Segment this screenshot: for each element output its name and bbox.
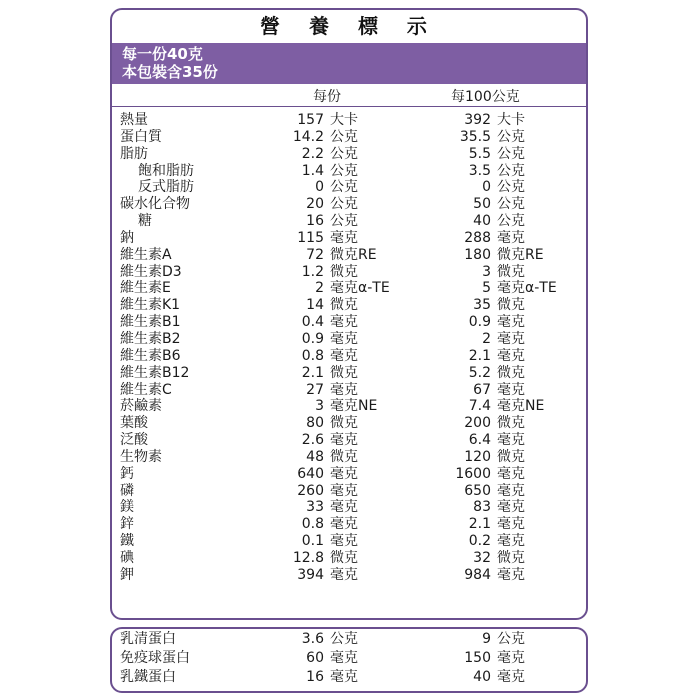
table-row bbox=[112, 631, 586, 650]
serving-size: 每一份40克 bbox=[122, 45, 203, 63]
per-100g-value: 150 bbox=[464, 650, 491, 666]
per-100g-value: 2 bbox=[482, 330, 491, 347]
per-serving-value: 115 bbox=[297, 229, 324, 246]
per-100g-unit: 毫克 bbox=[497, 482, 525, 499]
per-100g-unit: 毫克 bbox=[497, 347, 525, 364]
per-serving-value: 80 bbox=[306, 415, 324, 432]
per-100g-value: 180 bbox=[464, 246, 491, 263]
per-100g-unit: 公克 bbox=[497, 631, 525, 647]
per-serving-value: 394 bbox=[297, 566, 324, 583]
nutrient-name: 鐵 bbox=[120, 533, 134, 550]
per-serving-value: 12.8 bbox=[292, 549, 324, 566]
per-serving-value: 2.6 bbox=[301, 432, 324, 449]
nutrient-name: 維生素B12 bbox=[120, 364, 190, 381]
per-100g-unit: 毫克 bbox=[497, 566, 525, 583]
per-serving-unit: 毫克 bbox=[330, 330, 358, 347]
per-100g-value: 3.5 bbox=[468, 162, 491, 179]
per-100g-unit: 毫克 bbox=[497, 669, 525, 685]
per-serving-value: 14 bbox=[306, 297, 324, 314]
per-100g-value: 288 bbox=[464, 229, 491, 246]
col-per-100g: 每100公克 bbox=[451, 89, 520, 105]
table-row bbox=[112, 398, 586, 415]
per-serving-unit: 毫克 bbox=[330, 650, 358, 666]
per-serving-value: 16 bbox=[306, 213, 324, 230]
per-100g-unit: 毫克NE bbox=[497, 398, 545, 415]
per-serving-value: 1.2 bbox=[301, 263, 324, 280]
per-100g-unit: 微克 bbox=[497, 549, 525, 566]
per-100g-value: 6.4 bbox=[468, 432, 491, 449]
per-serving-value: 0.9 bbox=[301, 330, 324, 347]
per-100g-value: 35 bbox=[473, 297, 491, 314]
per-100g-unit: 毫克 bbox=[497, 533, 525, 550]
per-serving-value: 260 bbox=[297, 482, 324, 499]
nutrient-name: 飽和脂肪 bbox=[138, 162, 194, 179]
table-row bbox=[112, 179, 586, 196]
per-serving-value: 0.8 bbox=[301, 516, 324, 533]
nutrient-name: 磷 bbox=[120, 482, 134, 499]
nutrient-name: 碘 bbox=[120, 549, 134, 566]
nutrient-name: 鈉 bbox=[120, 229, 134, 246]
nutrient-name: 鋅 bbox=[120, 516, 134, 533]
per-100g-unit: 微克 bbox=[497, 297, 525, 314]
servings-per-pack: 本包裝含35份 bbox=[122, 63, 218, 81]
per-serving-value: 72 bbox=[306, 246, 324, 263]
per-100g-value: 5 bbox=[482, 280, 491, 297]
nutrient-name: 維生素C bbox=[120, 381, 172, 398]
per-serving-unit: 微克RE bbox=[330, 246, 377, 263]
extra-ingredient-list bbox=[112, 629, 586, 688]
per-serving-unit: 微克 bbox=[330, 364, 358, 381]
per-100g-unit: 毫克 bbox=[497, 432, 525, 449]
table-row bbox=[112, 533, 586, 550]
per-100g-value: 3 bbox=[482, 263, 491, 280]
per-serving-unit: 微克 bbox=[330, 263, 358, 280]
per-100g-unit: 公克 bbox=[497, 179, 525, 196]
per-serving-unit: 毫克 bbox=[330, 669, 358, 685]
table-row bbox=[112, 230, 586, 247]
nutrient-name: 泛酸 bbox=[120, 432, 148, 449]
per-serving-unit: 毫克 bbox=[330, 482, 358, 499]
table-row bbox=[112, 213, 586, 230]
per-100g-value: 50 bbox=[473, 196, 491, 213]
col-per-serving: 每份 bbox=[313, 89, 341, 105]
table-row bbox=[112, 112, 586, 129]
per-100g-unit: 公克 bbox=[497, 145, 525, 162]
nutrient-name: 蛋白質 bbox=[120, 128, 162, 145]
per-serving-unit: 毫克 bbox=[330, 347, 358, 364]
per-serving-unit: 毫克 bbox=[330, 432, 358, 449]
per-serving-unit: 毫克 bbox=[330, 465, 358, 482]
table-row bbox=[112, 365, 586, 382]
per-serving-unit: 毫克 bbox=[330, 516, 358, 533]
per-100g-unit: 大卡 bbox=[497, 112, 525, 128]
per-100g-unit: 毫克 bbox=[497, 330, 525, 347]
table-row bbox=[112, 163, 586, 180]
table-row bbox=[112, 415, 586, 432]
nutrient-name: 鎂 bbox=[120, 499, 134, 516]
table-row bbox=[112, 348, 586, 365]
per-serving-unit: 毫克 bbox=[330, 229, 358, 246]
per-100g-value: 7.4 bbox=[468, 398, 491, 415]
per-serving-value: 157 bbox=[297, 112, 324, 128]
per-serving-value: 60 bbox=[306, 650, 324, 666]
nutrient-name: 維生素K1 bbox=[120, 297, 181, 314]
nutrient-name: 乳清蛋白 bbox=[120, 631, 176, 647]
per-serving-unit: 毫克NE bbox=[330, 398, 378, 415]
per-100g-unit: 毫克 bbox=[497, 381, 525, 398]
nutrient-name: 反式脂肪 bbox=[138, 179, 194, 196]
per-serving-value: 33 bbox=[306, 499, 324, 516]
per-serving-value: 27 bbox=[306, 381, 324, 398]
per-100g-unit: 毫克 bbox=[497, 314, 525, 331]
table-row bbox=[112, 669, 586, 688]
nutrient-name: 糖 bbox=[138, 213, 152, 230]
per-serving-value: 0.1 bbox=[301, 533, 324, 550]
per-100g-unit: 毫克 bbox=[497, 499, 525, 516]
table-row bbox=[112, 650, 586, 669]
nutrient-name: 葉酸 bbox=[120, 415, 148, 432]
per-100g-value: 2.1 bbox=[468, 347, 491, 364]
table-row bbox=[112, 382, 586, 399]
table-row bbox=[112, 247, 586, 264]
table-row bbox=[112, 449, 586, 466]
per-100g-value: 1600 bbox=[455, 465, 491, 482]
nutrient-name: 碳水化合物 bbox=[120, 196, 190, 213]
table-row bbox=[112, 483, 586, 500]
nutrition-facts-panel bbox=[110, 8, 588, 620]
per-100g-value: 2.1 bbox=[468, 516, 491, 533]
per-serving-unit: 毫克 bbox=[330, 566, 358, 583]
per-serving-value: 14.2 bbox=[292, 128, 324, 145]
per-100g-value: 40 bbox=[473, 669, 491, 685]
per-serving-unit: 公克 bbox=[330, 179, 358, 196]
table-row bbox=[112, 499, 586, 516]
nutrient-name: 維生素A bbox=[120, 246, 172, 263]
nutrient-name: 脂肪 bbox=[120, 145, 148, 162]
per-serving-value: 3 bbox=[315, 398, 324, 415]
per-100g-value: 0.2 bbox=[468, 533, 491, 550]
per-100g-value: 984 bbox=[464, 566, 491, 583]
per-100g-value: 40 bbox=[473, 213, 491, 230]
per-serving-value: 0.4 bbox=[301, 314, 324, 331]
nutrient-name: 熱量 bbox=[120, 112, 148, 128]
per-100g-unit: 公克 bbox=[497, 128, 525, 145]
per-serving-unit: 公克 bbox=[330, 631, 358, 647]
per-100g-value: 32 bbox=[473, 549, 491, 566]
per-100g-unit: 毫克 bbox=[497, 229, 525, 246]
per-100g-unit: 毫克 bbox=[497, 516, 525, 533]
nutrient-name: 維生素E bbox=[120, 280, 171, 297]
nutrient-list bbox=[112, 107, 586, 584]
per-100g-unit: 公克 bbox=[497, 213, 525, 230]
serving-info-band bbox=[112, 43, 586, 84]
per-100g-value: 35.5 bbox=[459, 128, 491, 145]
table-row bbox=[112, 129, 586, 146]
per-100g-value: 0 bbox=[482, 179, 491, 196]
per-100g-unit: 微克 bbox=[497, 415, 525, 432]
nutrient-name: 維生素B6 bbox=[120, 347, 181, 364]
per-serving-unit: 毫克 bbox=[330, 381, 358, 398]
per-100g-value: 67 bbox=[473, 381, 491, 398]
nutrient-name: 維生素B2 bbox=[120, 330, 181, 347]
per-serving-unit: 公克 bbox=[330, 162, 358, 179]
per-100g-value: 120 bbox=[464, 448, 491, 465]
per-100g-value: 5.5 bbox=[468, 145, 491, 162]
per-100g-unit: 微克RE bbox=[497, 246, 544, 263]
nutrient-name: 維生素D3 bbox=[120, 263, 182, 280]
per-serving-unit: 公克 bbox=[330, 145, 358, 162]
nutrient-name: 乳鐵蛋白 bbox=[120, 669, 176, 685]
per-100g-unit: 微克 bbox=[497, 448, 525, 465]
per-100g-unit: 毫克 bbox=[497, 465, 525, 482]
nutrient-name: 生物素 bbox=[120, 448, 162, 465]
per-serving-unit: 微克 bbox=[330, 415, 358, 432]
table-row bbox=[112, 314, 586, 331]
per-100g-value: 650 bbox=[464, 482, 491, 499]
nutrient-name: 免疫球蛋白 bbox=[120, 650, 190, 666]
per-serving-value: 2.2 bbox=[301, 145, 324, 162]
table-row bbox=[112, 550, 586, 567]
per-serving-value: 0.8 bbox=[301, 347, 324, 364]
per-serving-value: 0 bbox=[315, 179, 324, 196]
table-row bbox=[112, 196, 586, 213]
per-serving-value: 16 bbox=[306, 669, 324, 685]
per-serving-unit: 毫克 bbox=[330, 314, 358, 331]
extra-ingredients-panel bbox=[110, 627, 588, 693]
table-row bbox=[112, 280, 586, 297]
per-100g-unit: 微克 bbox=[497, 364, 525, 381]
per-100g-value: 392 bbox=[464, 112, 491, 128]
table-row bbox=[112, 516, 586, 533]
per-100g-unit: 公克 bbox=[497, 162, 525, 179]
panel-title: 營 養 標 示 bbox=[260, 14, 438, 38]
table-row bbox=[112, 331, 586, 348]
per-serving-value: 640 bbox=[297, 465, 324, 482]
per-serving-unit: 毫克α-TE bbox=[330, 280, 390, 297]
per-serving-unit: 公克 bbox=[330, 196, 358, 213]
per-100g-value: 0.9 bbox=[468, 314, 491, 331]
table-row bbox=[112, 567, 586, 584]
per-serving-unit: 公克 bbox=[330, 128, 358, 145]
per-100g-value: 5.2 bbox=[468, 364, 491, 381]
per-serving-unit: 微克 bbox=[330, 297, 358, 314]
per-100g-unit: 微克 bbox=[497, 263, 525, 280]
per-serving-unit: 毫克 bbox=[330, 533, 358, 550]
per-100g-value: 200 bbox=[464, 415, 491, 432]
column-header-row bbox=[112, 84, 586, 107]
table-row bbox=[112, 466, 586, 483]
per-serving-value: 1.4 bbox=[301, 162, 324, 179]
per-100g-unit: 公克 bbox=[497, 196, 525, 213]
table-row bbox=[112, 432, 586, 449]
per-100g-unit: 毫克α-TE bbox=[497, 280, 557, 297]
nutrient-name: 鉀 bbox=[120, 566, 134, 583]
per-serving-value: 2 bbox=[315, 280, 324, 297]
per-serving-value: 20 bbox=[306, 196, 324, 213]
table-row bbox=[112, 146, 586, 163]
per-serving-value: 2.1 bbox=[301, 364, 324, 381]
per-100g-value: 83 bbox=[473, 499, 491, 516]
per-serving-unit: 公克 bbox=[330, 213, 358, 230]
table-row bbox=[112, 264, 586, 281]
per-100g-unit: 毫克 bbox=[497, 650, 525, 666]
nutrient-name: 鈣 bbox=[120, 465, 134, 482]
per-serving-unit: 毫克 bbox=[330, 499, 358, 516]
per-serving-value: 48 bbox=[306, 448, 324, 465]
table-row bbox=[112, 297, 586, 314]
per-serving-unit: 微克 bbox=[330, 549, 358, 566]
per-100g-value: 9 bbox=[482, 631, 491, 647]
per-serving-value: 3.6 bbox=[301, 631, 324, 647]
per-serving-unit: 大卡 bbox=[330, 112, 358, 128]
per-serving-unit: 微克 bbox=[330, 448, 358, 465]
nutrient-name: 維生素B1 bbox=[120, 314, 181, 331]
nutrient-name: 菸鹼素 bbox=[120, 398, 162, 415]
